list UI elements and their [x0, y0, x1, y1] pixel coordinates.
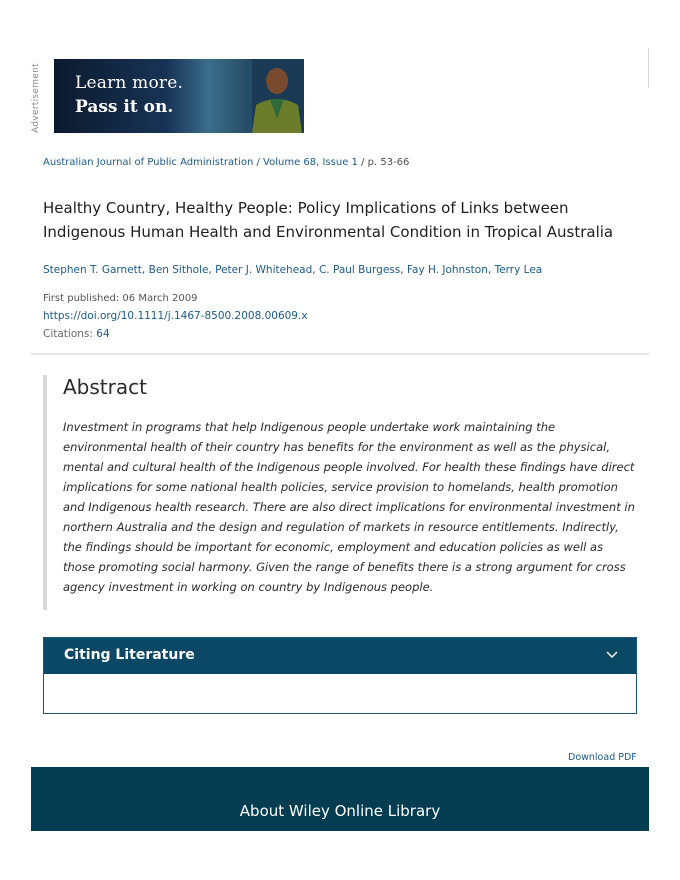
breadcrumb: [43, 157, 409, 168]
breadcrumb-separator: /: [361, 157, 365, 168]
author-separator: ,: [312, 264, 319, 276]
article-title: Healthy Country, Healthy People: Policy Implications of Links between Indigenous Human Health and Environmental Condition in Tropical Australia: [43, 199, 614, 241]
author-link[interactable]: Peter J. Whitehead: [215, 264, 313, 276]
author-separator: ,: [400, 264, 407, 276]
citing-literature-label: Citing Literature: [64, 647, 195, 663]
download-pdf-link[interactable]: Download PDF: [568, 752, 637, 763]
site-footer: [31, 767, 649, 831]
publication-date: [43, 293, 197, 304]
abstract-section: [43, 375, 647, 610]
ad-banner[interactable]: [54, 59, 304, 133]
author-separator: ,: [141, 264, 149, 276]
citations-count-link[interactable]: 64: [96, 328, 110, 340]
page-edge-line: [648, 48, 649, 88]
citing-literature-toggle[interactable]: [44, 638, 636, 674]
doi-link[interactable]: https://doi.org/10.1111/j.1467-8500.2008.00609.x: [43, 310, 308, 322]
section-divider: [31, 353, 649, 355]
author-link[interactable]: C. Paul Burgess: [318, 264, 401, 276]
breadcrumb-journal-link[interactable]: Australian Journal of Public Administration: [43, 157, 254, 168]
author-separator: ,: [208, 264, 216, 276]
author-list: [43, 264, 643, 276]
advertisement-label: Advertisement: [31, 63, 41, 133]
abstract-text: Investment in programs that help Indigenous people undertake work maintaining the environmental health of their country has benefits for the environment as well as the physical, mental and cultural health of the Indigenous people involved. For health these findings have direct implications for some national health policies, service provision to homelands, health promotion and Indigenous health research. There are also direct implications for environmental investment in northern Australia and the design and regulation of markets in resource entitlements. Indirectly, the findings should be important for economic, employment and education policies as well as those promoting social harmony. Given the range of benefits there is a strong argument for cross agency investment in working on country by Indigenous people.: [63, 420, 635, 594]
citations: [43, 328, 110, 340]
ad-tagline: Pass it on.: [75, 97, 174, 117]
author-separator: ,: [487, 264, 495, 276]
published-label: First published:: [43, 293, 123, 304]
ad-person-image: [244, 59, 304, 133]
about-wiley-link[interactable]: About Wiley Online Library: [239, 802, 441, 820]
author-link[interactable]: Stephen T. Garnett: [43, 264, 142, 276]
breadcrumb-volume-link[interactable]: Volume 68, Issue 1: [263, 157, 358, 168]
author-link[interactable]: Fay H. Johnston: [406, 264, 488, 276]
breadcrumb-separator: /: [256, 157, 260, 168]
published-date: 06 March 2009: [122, 293, 198, 304]
author-link[interactable]: Ben Sithole: [148, 264, 209, 276]
breadcrumb-pages: p. 53-66: [367, 157, 410, 168]
chevron-down-icon: [606, 650, 618, 660]
author-link[interactable]: Terry Lea: [494, 264, 543, 276]
ad-headline: Learn more.: [75, 73, 184, 93]
citations-label: Citations:: [43, 328, 97, 340]
citing-literature-panel: [43, 637, 637, 714]
abstract-heading: Abstract: [63, 375, 147, 399]
